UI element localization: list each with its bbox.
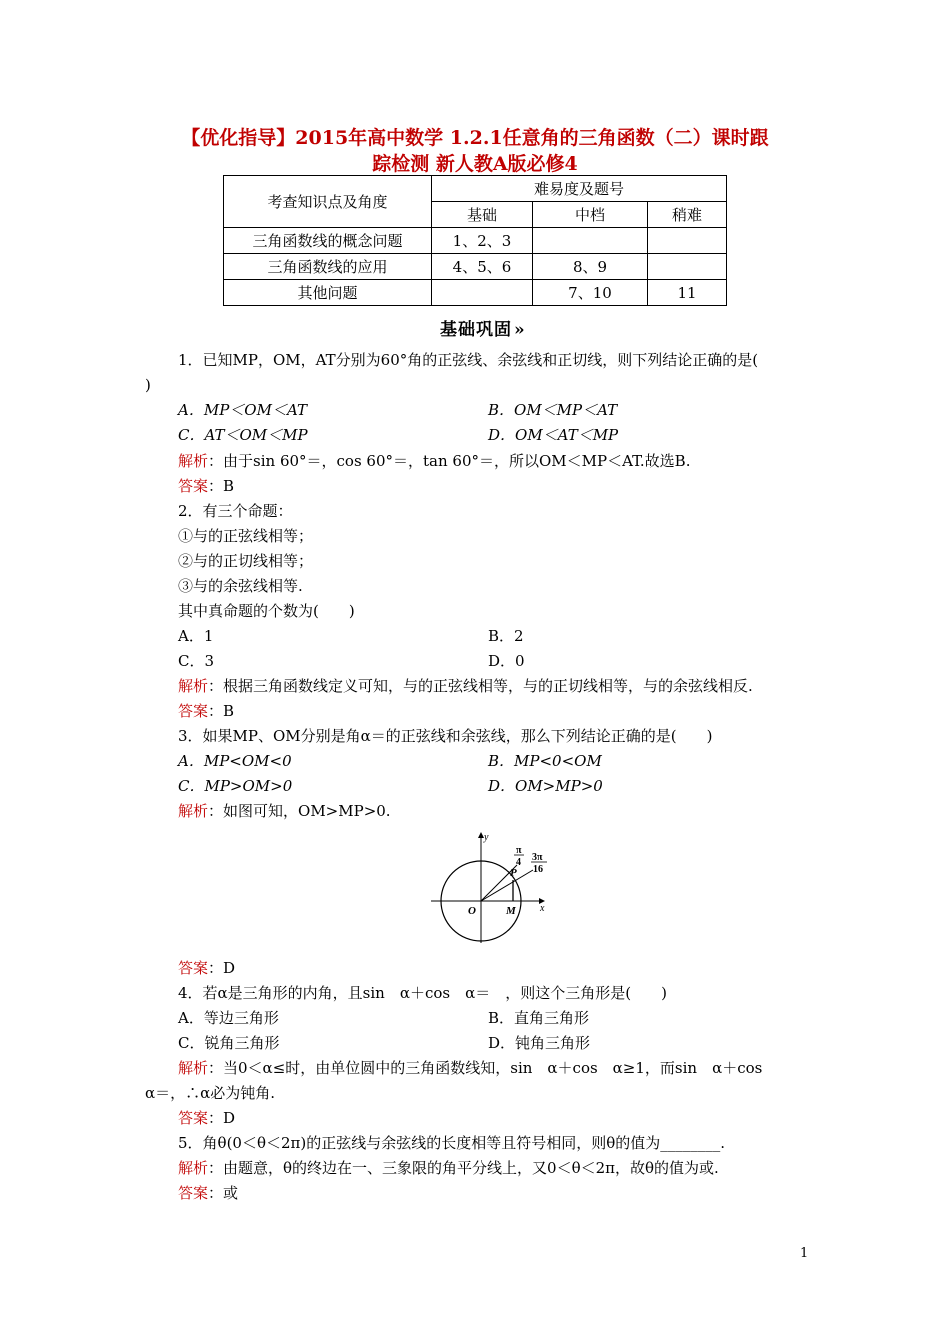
p-label: P — [510, 867, 517, 879]
q3-option-d: D．OM>MP>0 — [488, 777, 603, 795]
double-chevron-icon: » — [514, 320, 526, 340]
table-row — [224, 228, 727, 254]
unit-circle-figure — [425, 828, 560, 946]
table-cell: 其他问题 — [224, 280, 432, 306]
analysis-label: 解析 — [178, 802, 209, 820]
q1-analysis — [178, 451, 690, 471]
q4-analysis — [178, 1058, 762, 1078]
table-col-header: 考查知识点及角度 — [224, 176, 432, 228]
q2-ask: 其中真命题的个数为( ) — [178, 602, 355, 620]
q5-analysis-text: ：由题意，θ的终边在一、三象限的角平分线上，又0＜θ＜2π，故θ的值为或. — [208, 1159, 719, 1177]
table-cell — [432, 280, 533, 306]
q3-option-a: A．MP<OM<0 — [178, 752, 292, 770]
knowledge-table — [223, 175, 727, 306]
q2-option-a: A．1 — [178, 627, 214, 645]
q4-option-d: D．钝角三角形 — [488, 1034, 591, 1052]
q2-option-d: D．0 — [488, 652, 525, 670]
q3-answer-text: ：D — [208, 959, 236, 977]
q2-stem: 2．有三个命题： — [178, 502, 293, 520]
q1-option-b: B．OM＜MP＜AT — [488, 401, 618, 419]
table-cell: 8、9 — [533, 254, 648, 280]
three-pi-over-16-numerator: 3π — [532, 852, 543, 863]
q1-analysis-text: ：由于sin 60°＝，cos 60°＝，tan 60°＝，所以OM＜MP＜AT.故选B. — [208, 452, 691, 470]
q3-stem: 3．如果MP、OM分别是角α＝的正弦线和余弦线，那么下列结论正确的是( ) — [178, 727, 713, 745]
q1-answer-text: ：B — [208, 477, 235, 495]
table-cell: 7、10 — [533, 280, 648, 306]
q1-option-c: C．AT＜OM＜MP — [178, 426, 308, 444]
analysis-label: 解析 — [178, 677, 209, 695]
table-cell: 11 — [648, 280, 727, 306]
table-cell — [648, 254, 727, 280]
q2-option-c: C．3 — [178, 652, 215, 670]
answer-label: 答案 — [178, 702, 209, 720]
section-banner-text: 基础巩固 — [440, 320, 512, 340]
q2-answer — [178, 701, 234, 721]
q4-answer — [178, 1108, 235, 1128]
m-label: M — [506, 905, 516, 917]
table-level-basic: 基础 — [432, 202, 533, 228]
pi-over-4-denominator: 4 — [516, 857, 521, 868]
table-cell — [533, 228, 648, 254]
q4-answer-text: ：D — [208, 1109, 236, 1127]
answer-label: 答案 — [178, 959, 209, 977]
three-pi-over-16-denominator: 16 — [533, 864, 543, 875]
answer-label: 答案 — [178, 1184, 209, 1202]
q2-proposition-1: ①与的正弦线相等； — [178, 527, 314, 545]
table-cell: 三角函数线的概念问题 — [224, 228, 432, 254]
x-axis-label: x — [540, 903, 545, 914]
table-cell: 1、2、3 — [432, 228, 533, 254]
q2-answer-text: ：B — [208, 702, 235, 720]
analysis-label: 解析 — [178, 1059, 209, 1077]
answer-label: 答案 — [178, 1109, 209, 1127]
table-cell — [648, 228, 727, 254]
answer-label: 答案 — [178, 477, 209, 495]
y-axis-label: y — [484, 832, 489, 843]
q1-stem: 1．已知MP，OM，AT分别为60°角的正弦线、余弦线和正切线，则下列结论正确的是( — [178, 351, 759, 369]
table-row — [224, 280, 727, 306]
analysis-label: 解析 — [178, 1159, 209, 1177]
origin-label: O — [468, 905, 476, 917]
q1-option-d: D．OM＜AT＜MP — [488, 426, 619, 444]
q4-option-a: A．等边三角形 — [178, 1009, 279, 1027]
q4-option-c: C．锐角三角形 — [178, 1034, 280, 1052]
q2-option-b: B．2 — [488, 627, 524, 645]
q2-analysis-text: ：根据三角函数线定义可知，与的正弦线相等，与的正切线相等，与的余弦线相反. — [208, 677, 753, 695]
table-cell: 4、5、6 — [432, 254, 533, 280]
q3-option-c: C．MP>OM>0 — [178, 777, 293, 795]
table-row — [224, 254, 727, 280]
q3-option-b: B．MP<0<OM — [488, 752, 602, 770]
q3-analysis — [178, 801, 391, 821]
q3-answer — [178, 958, 235, 978]
q5-answer-text: ：或 — [208, 1184, 239, 1202]
q2-analysis — [178, 676, 753, 696]
q4-stem: 4．若α是三角形的内角，且sin α＋cos α＝ ，则这个三角形是( ) — [178, 984, 667, 1002]
page-number: 1 — [800, 1246, 809, 1261]
q1-option-a: A．MP＜OM＜AT — [178, 401, 307, 419]
q5-answer — [178, 1183, 238, 1203]
doc-title-line1: 【优化指导】2015年高中数学 1.2.1任意角的三角函数（二）课时跟 — [181, 127, 769, 149]
q2-proposition-2: ②与的正切线相等； — [178, 552, 314, 570]
q5-analysis — [178, 1158, 719, 1178]
pi-over-4-numerator: π — [516, 845, 522, 856]
q4-analysis-cont: α＝，∴α必为钝角. — [145, 1084, 276, 1102]
q2-proposition-3: ③与的余弦线相等. — [178, 577, 303, 595]
q5-stem: 5．角θ(0＜θ＜2π)的正弦线与余弦线的长度相等且符号相同，则θ的值为________. — [178, 1134, 726, 1152]
q4-analysis-text: ：当0＜α≤时，由单位圆中的三角函数线知，sin α＋cos α≥1，而sin α＋cos — [208, 1059, 763, 1077]
table-level-hard: 稍难 — [648, 202, 727, 228]
q1-stem-cont: ) — [145, 376, 151, 394]
q1-answer — [178, 476, 234, 496]
q3-analysis-text: ：如图可知，OM>MP>0. — [208, 802, 391, 820]
table-level-medium: 中档 — [533, 202, 648, 228]
doc-title-line2: 踪检测 新人教A版必修4 — [372, 153, 578, 175]
q4-option-b: B．直角三角形 — [488, 1009, 590, 1027]
table-cell: 三角函数线的应用 — [224, 254, 432, 280]
table-difficulty-header: 难易度及题号 — [432, 176, 727, 202]
analysis-label: 解析 — [178, 452, 209, 470]
section-banner — [440, 315, 526, 340]
